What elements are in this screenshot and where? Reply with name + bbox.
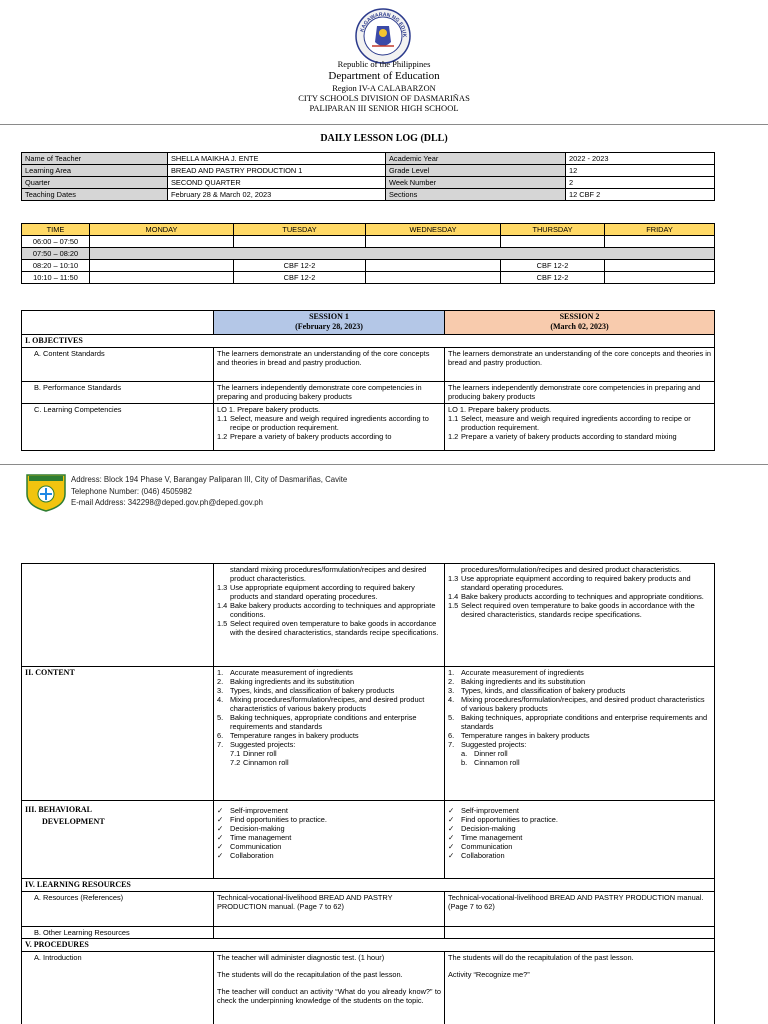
behavioral-heading (22, 801, 214, 879)
list-item (448, 592, 711, 601)
schedule-cell (605, 272, 715, 284)
schedule-cell (366, 272, 501, 284)
item-text: Select, measure and weigh required ingredients according to recipe or production requirement. (230, 413, 429, 432)
item-text: Accurate measurement of ingredients (230, 668, 353, 677)
item-text: Mixing procedures/formulation/recipes, and desired product characteristics of various bakery products (461, 695, 705, 714)
quarter-value: SECOND QUARTER (168, 177, 386, 189)
item-text: Cinnamon roll (243, 758, 289, 768)
item-text: Prepare a variety of bakery products according to (230, 431, 392, 441)
list-item (217, 583, 441, 601)
schedule-table (21, 223, 715, 284)
references-label: A. Resources (References) (22, 891, 214, 926)
list-item (217, 806, 441, 815)
item-text: Dinner roll (243, 749, 277, 759)
item-text: Collaboration (461, 851, 505, 861)
area-value: BREAD AND PASTRY PRODUCTION 1 (168, 165, 386, 177)
lesson-table-page2 (21, 563, 715, 1024)
content-standards-s2: The learners demonstrate an understanding of the core concepts and theories in bread and pastry production. (445, 347, 715, 381)
lc-continued-s1 (214, 564, 445, 667)
item-number: 6. (448, 731, 455, 741)
references-s2: Technical-vocational-livelihood BREAD AND PASTRY PRODUCTION manual. (Page 7 to 62) (445, 891, 715, 926)
item-text: Use appropriate equipment according to required bakery products and standard operating procedures. (461, 574, 691, 593)
item-text: Self-improvement (461, 806, 519, 815)
item-text: Suggested projects: (230, 740, 296, 750)
table-row (22, 260, 715, 272)
list-item (217, 695, 441, 713)
lesson-table-page1 (21, 310, 715, 451)
schedule-cell (90, 260, 234, 272)
check-icon: ✓ (217, 815, 224, 825)
schedule-cell (366, 236, 501, 248)
procedures-heading: V. PROCEDURES (22, 938, 715, 951)
list-item (448, 824, 711, 833)
item-text: Accurate measurement of ingredients (461, 668, 584, 677)
list-item (461, 758, 711, 767)
item-text: Types, kinds, and classification of bakery products (461, 686, 626, 696)
item-text: Communication (230, 842, 282, 852)
dates-label: Teaching Dates (22, 189, 168, 201)
item-text: Suggested projects: (461, 740, 527, 750)
list-item (448, 432, 711, 441)
list-item (217, 601, 441, 619)
time-cell: 06:00 – 07:50 (22, 236, 90, 248)
learning-competencies-label: C. Learning Competencies (22, 403, 214, 450)
behaviors-s2 (445, 801, 715, 879)
year-value: 2022 - 2023 (566, 153, 715, 165)
list-item (217, 686, 441, 695)
list-item (448, 842, 711, 851)
list-item (230, 758, 441, 767)
footer-phone: Telephone Number: (046) 4505982 (71, 486, 192, 496)
session-blank (22, 311, 214, 335)
list-item (230, 749, 441, 758)
item-text: Prepare a variety of bakery products according to standard mixing (461, 431, 677, 441)
performance-standards-s1: The learners independently demonstrate core competencies in preparing and producing bakery products (214, 381, 445, 403)
objectives-heading: I. OBJECTIVES (22, 335, 715, 348)
footer-divider (0, 464, 768, 465)
footer-address: Address: Block 194 Phase V, Barangay Paliparan III, City of Dasmariñas, Cavite (71, 475, 348, 484)
content-heading: II. CONTENT (22, 667, 214, 801)
doc-title: DAILY LESSON LOG (DLL) (320, 133, 448, 144)
list-item (217, 668, 441, 677)
lc-continued-label (22, 564, 214, 667)
item-number: 7.2 (230, 758, 241, 768)
introduction-label: A. Introduction (22, 951, 214, 1024)
item-number: 7.1 (230, 749, 241, 759)
schedule-cell (366, 260, 501, 272)
dates-value: February 28 & March 02, 2023 (168, 189, 386, 201)
lc-continued-text: standard mixing procedures/formulation/recipes and desired product characteristics. (230, 565, 427, 584)
session-1-title: SESSION 1 (309, 312, 349, 321)
list-item (448, 740, 711, 749)
other-resources-s2 (445, 926, 715, 938)
list-item (217, 824, 441, 833)
check-icon: ✓ (448, 833, 455, 843)
item-number: 1. (217, 668, 224, 677)
item-text: Find opportunities to practice. (230, 815, 327, 825)
item-text: Baking techniques, appropriate conditions and enterprise requirements and standards (461, 713, 708, 732)
schedule-header: TUESDAY (234, 224, 366, 236)
list-item (448, 574, 711, 592)
table-row (22, 236, 715, 248)
learning-competencies-s1 (214, 403, 445, 450)
item-number: 1.4 (448, 592, 459, 602)
schedule-cell (605, 260, 715, 272)
deped-seal (355, 8, 411, 64)
item-number: 1.5 (448, 601, 459, 611)
item-text: Dinner roll (474, 749, 508, 759)
performance-standards-label: B. Performance Standards (22, 381, 214, 403)
check-icon: ✓ (448, 815, 455, 825)
session-2-header (445, 311, 715, 335)
check-icon: ✓ (217, 824, 224, 834)
item-number: b. (461, 758, 468, 768)
item-text: Self-improvement (230, 806, 288, 815)
introduction-s1 (214, 951, 445, 1024)
item-number: 2. (448, 677, 455, 687)
item-text: Bake bakery products according to techniques and appropriate conditions. (461, 592, 704, 602)
intro-paragraph: The students will do the recapitulation of the past lesson. (448, 952, 634, 962)
item-text: Temperature ranges in bakery products (461, 731, 590, 741)
check-icon: ✓ (448, 851, 455, 861)
schedule-cell: CBF 12-2 (234, 260, 366, 272)
intro-paragraph: Activity “Recognize me?” (448, 969, 530, 979)
item-number: 2. (217, 677, 224, 687)
session-2-date: (March 02, 2023) (550, 321, 609, 331)
schedule-cell: CBF 12-2 (234, 272, 366, 284)
references-s1: Technical-vocational-livelihood BREAD AND PASTRY PRODUCTION manual. (Page 7 to 62) (214, 891, 445, 926)
list-item (217, 414, 441, 432)
item-number: 5. (448, 713, 455, 723)
sections-value: 12 CBF 2 (566, 189, 715, 201)
item-number: 4. (448, 695, 455, 705)
area-label: Learning Area (22, 165, 168, 177)
school-logo (25, 472, 67, 512)
schedule-header: TIME (22, 224, 90, 236)
check-icon: ✓ (448, 842, 455, 852)
time-cell: 10:10 – 11:50 (22, 272, 90, 284)
item-text: Select required oven temperature to bake goods in accordance with the desired characteristics, standards recipe specifications. (461, 601, 695, 620)
item-number: 1.3 (217, 583, 228, 593)
schedule-cell: CBF 12-2 (501, 260, 605, 272)
schedule-cell: CBF 12-2 (501, 272, 605, 284)
introduction-s2 (445, 951, 715, 1024)
list-item (448, 601, 711, 619)
schedule-header: WEDNESDAY (366, 224, 501, 236)
list-item (448, 713, 711, 731)
check-icon: ✓ (217, 842, 224, 852)
lo-text: LO 1. Prepare bakery products. (448, 404, 552, 414)
schedule-header: THURSDAY (501, 224, 605, 236)
check-icon: ✓ (217, 806, 224, 815)
list-item (217, 833, 441, 842)
list-item (448, 668, 711, 677)
list-item (461, 749, 711, 758)
content-s1 (214, 667, 445, 801)
time-cell: 08:20 – 10:10 (22, 260, 90, 272)
schedule-cell (234, 236, 366, 248)
item-number: 1.3 (448, 574, 459, 584)
behaviors-s1 (214, 801, 445, 879)
session-2-title: SESSION 2 (559, 312, 600, 321)
item-number: 3. (448, 686, 455, 696)
list-item (448, 806, 711, 815)
list-item (217, 677, 441, 686)
intro-paragraph: The students will do the recapitulation of the past lesson. (217, 969, 403, 979)
behavioral-label-line1: III. BEHAVIORAL (25, 805, 92, 814)
quarter-label: Quarter (22, 177, 168, 189)
list-item (217, 619, 441, 637)
behavioral-label-line2: DEVELOPMENT (42, 816, 105, 826)
list-item (448, 695, 711, 713)
session-1-header (214, 311, 445, 335)
teacher-info-table (21, 152, 715, 201)
item-number: 1.1 (448, 413, 459, 423)
list-item (448, 851, 711, 860)
svg-text:KAGAWARAN NG EDUKASYON: KAGAWARAN NG EDUK (359, 11, 408, 38)
content-standards-s1: The learners demonstrate an understanding of the core concepts and theories in bread and pastry production. (214, 347, 445, 381)
header-school: PALIPARAN III SENIOR HIGH SCHOOL (309, 103, 459, 113)
schedule-cell (90, 236, 234, 248)
schedule-cell (501, 236, 605, 248)
item-text: Bake bakery products according to techniques and appropriate conditions. (230, 601, 436, 620)
item-text: Temperature ranges in bakery products (230, 731, 359, 741)
item-number: 1.2 (448, 431, 459, 441)
item-text: Communication (461, 842, 513, 852)
item-text: Baking techniques, appropriate conditions and enterprise requirements and standards (230, 713, 417, 732)
schedule-header: FRIDAY (605, 224, 715, 236)
check-icon: ✓ (217, 851, 224, 861)
item-text: Baking ingredients and its substitution (461, 677, 586, 687)
year-label: Academic Year (386, 153, 566, 165)
item-text: Decision-making (461, 824, 516, 834)
item-text: Select required oven temperature to bake goods in accordance with the desired characteristics, standards recipe specifications. (230, 619, 439, 638)
list-item (448, 833, 711, 842)
sections-label: Sections (386, 189, 566, 201)
performance-standards-s2: The learners independently demonstrate core competencies in preparing and producing bakery products (445, 381, 715, 403)
item-number: 7. (448, 740, 455, 750)
item-number: 1.2 (217, 431, 228, 441)
item-text: Find opportunities to practice. (461, 815, 558, 825)
intro-paragraph: The teacher will administer diagnostic test. (1 hour) (217, 952, 385, 962)
session-1-date: (February 28, 2023) (295, 321, 363, 331)
list-item (217, 815, 441, 824)
item-number: 1.4 (217, 601, 228, 611)
lo-text: LO 1. Prepare bakery products. (217, 404, 321, 414)
teacher-value: SHELLA MAIKHA J. ENTE (168, 153, 386, 165)
week-label: Week Number (386, 177, 566, 189)
schedule-cell (90, 272, 234, 284)
check-icon: ✓ (448, 806, 455, 815)
item-number: a. (461, 749, 468, 759)
time-cell: 07:50 – 08:20 (22, 248, 90, 260)
list-item (217, 432, 441, 441)
break-cell (90, 248, 715, 260)
grade-label: Grade Level (386, 165, 566, 177)
intro-paragraph: The teacher will conduct an activity “What do you already know?” to check the underpinning knowledge of the students on the topic. (217, 986, 441, 1005)
schedule-header: MONDAY (90, 224, 234, 236)
other-resources-label: B. Other Learning Resources (22, 926, 214, 938)
list-item (217, 842, 441, 851)
list-item (448, 677, 711, 686)
list-item (217, 731, 441, 740)
header-division: CITY SCHOOLS DIVISION OF DASMARIÑAS (298, 93, 470, 103)
learning-competencies-s2 (445, 403, 715, 450)
list-item (448, 815, 711, 824)
item-text: Time management (461, 833, 523, 843)
list-item (217, 851, 441, 860)
item-text: Select, measure and weigh required ingredients according to recipe or production requirement. (461, 413, 691, 432)
check-icon: ✓ (217, 833, 224, 843)
grade-value: 12 (566, 165, 715, 177)
list-item (448, 731, 711, 740)
item-text: Time management (230, 833, 292, 843)
item-text: Decision-making (230, 824, 285, 834)
item-number: 3. (217, 686, 224, 696)
item-number: 1.5 (217, 619, 228, 629)
check-icon: ✓ (448, 824, 455, 834)
item-number: 1.1 (217, 413, 228, 423)
content-standards-label: A. Content Standards (22, 347, 214, 381)
item-number: 5. (217, 713, 224, 723)
list-item (217, 713, 441, 731)
teacher-label: Name of Teacher (22, 153, 168, 165)
content-s2 (445, 667, 715, 801)
schedule-cell (605, 236, 715, 248)
footer-email: E-mail Address: 342298@deped.gov.ph@deped.gov.ph (71, 498, 263, 507)
table-row (22, 248, 715, 260)
header-region: Region IV-A CALABARZON (332, 83, 436, 93)
item-number: 7. (217, 740, 224, 750)
lc-continued-s2 (445, 564, 715, 667)
item-text: Types, kinds, and classification of bakery products (230, 686, 395, 696)
item-text: Mixing procedures/formulation/recipes, and desired product characteristics of various bakery products (230, 695, 425, 714)
item-text: Cinnamon roll (474, 758, 520, 768)
item-number: 4. (217, 695, 224, 705)
list-item (448, 686, 711, 695)
header-divider (0, 124, 768, 125)
resources-heading: IV. LEARNING RESOURCES (22, 879, 715, 892)
table-row (22, 272, 715, 284)
lc-continued-text: procedures/formulation/recipes and desired product characteristics. (461, 565, 682, 574)
week-value: 2 (566, 177, 715, 189)
item-text: Use appropriate equipment according to required bakery products and standard operating procedures. (230, 583, 415, 602)
list-item (448, 414, 711, 432)
other-resources-s1 (214, 926, 445, 938)
item-number: 1. (448, 668, 455, 677)
item-text: Collaboration (230, 851, 274, 861)
list-item (217, 740, 441, 749)
item-text: Baking ingredients and its substitution (230, 677, 355, 687)
item-number: 6. (217, 731, 224, 741)
header-republic: Republic of the Philippines (337, 59, 431, 69)
header-department: Department of Education (328, 70, 440, 82)
